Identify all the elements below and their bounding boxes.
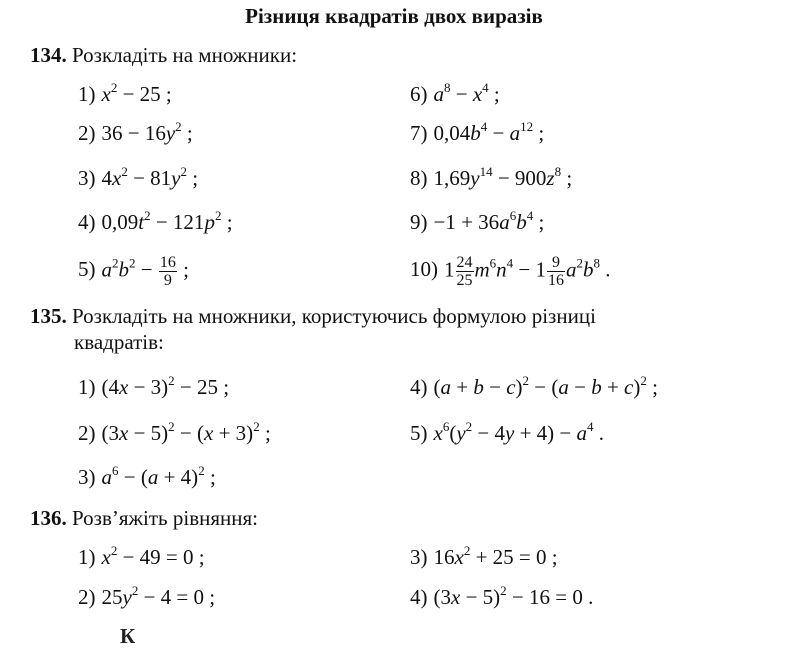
exercise-134-1: 1) $x^2 - 25$ ; (78, 80, 172, 106)
exercise-134-10: 10) 1 $\frac{24}{25}$ $m^6n^4 - 1$ $\frac{9}{16}$ $a^2b^8$ . (410, 254, 611, 289)
exercise-136-1: 1) $x^2 - 49 = 0$ ; (78, 543, 205, 569)
exercise-134-7: 7) $0,04b^4 - a^{12}$ ; (410, 119, 545, 145)
fraction: $\frac{9}{16}$ (548, 254, 565, 289)
exercise-135-3: 3) $a^6 - (a + 4)^2$ ; (78, 463, 216, 489)
problem-134-heading (30, 42, 297, 68)
exercise-136-2: 2) $25y^2 - 4 = 0$ ; (78, 583, 216, 609)
problem-text-continued: квадратів: (74, 330, 164, 354)
page-title: Різниця квадратів двох виразів (245, 4, 543, 28)
exercise-135-2: 2) $(3x - 5)^2 - (x + 3)^2$ ; (78, 419, 271, 445)
exercise-135-1: 1) $(4x - 3)^2 - 25$ ; (78, 373, 230, 399)
problem-number: 136. (30, 506, 67, 530)
problem-number: 134. (30, 43, 67, 67)
fraction: $\frac{24}{25}$ (456, 254, 473, 289)
problem-number: 135. (30, 304, 67, 328)
exercise-135-4: 4) $(a + b - c)^2 - (a - b + c)^2$ ; (410, 373, 658, 399)
exercise-134-8: 8) $1,69y^{14} - 900z^8$ ; (410, 164, 573, 190)
exercise-134-3: 3) $4x^2 - 81y^2$ ; (78, 164, 199, 190)
fraction: $\frac{16}{9}$ (159, 254, 176, 289)
exercise-135-5: 5) $x^6(y^2 - 4y + 4) - a^4$ . (410, 419, 605, 445)
exercise-134-2: 2) $36 - 16y^2$ ; (78, 119, 193, 145)
cut-off-next-line: К (120, 624, 136, 648)
exercise-134-4: 4) $0,09t^2 - 121p^2$ ; (78, 208, 233, 234)
exercise-136-4: 4) $(3x - 5)^2 - 16 = 0$ . (410, 583, 594, 609)
problem-135-heading (30, 303, 596, 355)
problem-136-heading (30, 505, 258, 531)
problem-text: Розкладіть на множники: (72, 43, 298, 67)
problem-text: Розкладіть на множники, користуючись формулою різниці (72, 304, 596, 328)
exercise-136-3: 3) $16x^2 + 25 = 0$ ; (410, 543, 558, 569)
exercise-134-9: $9) -1 + 36a^6b^4$ ; (410, 208, 545, 234)
exercise-134-5: 5) $a^2b^2$ − $\frac{16}{9}$ ; (78, 254, 189, 289)
problem-text: Розв’яжіть рівняння: (72, 506, 258, 530)
exercise-134-6: 6) $a^8 - x^4$ ; (410, 80, 500, 106)
